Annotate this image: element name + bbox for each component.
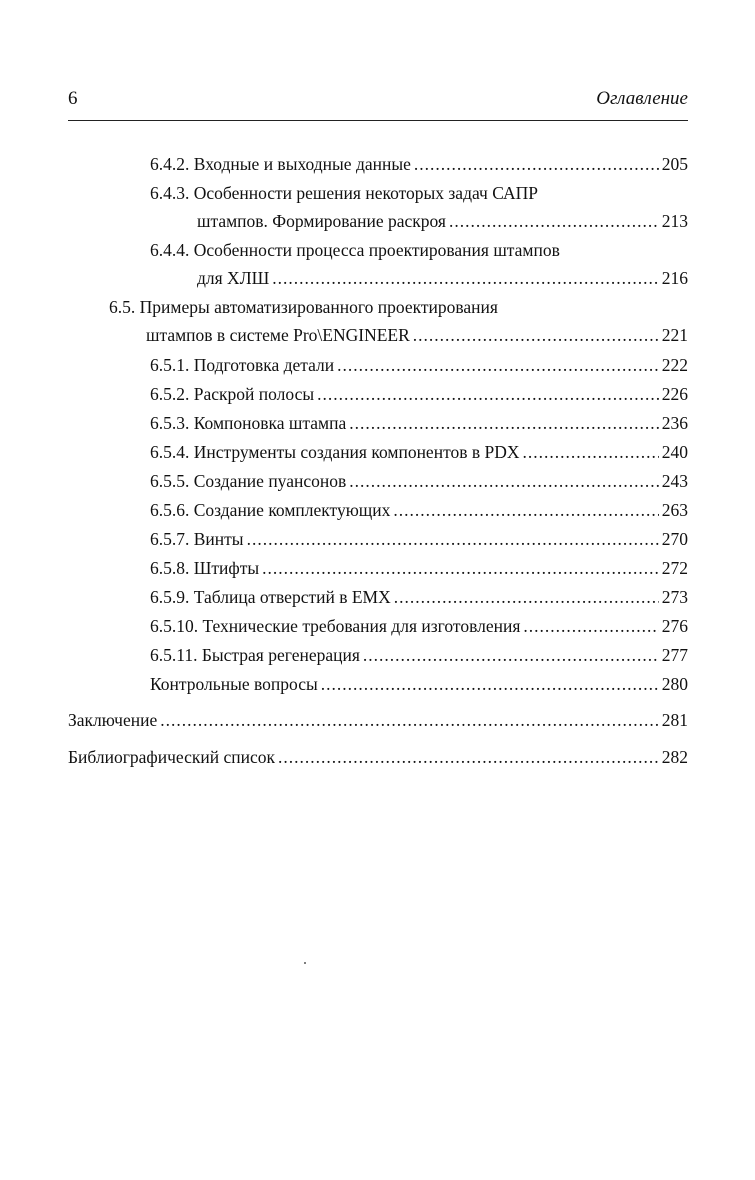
toc-entry-6-5-4[interactable]	[150, 438, 688, 466]
toc-page: 277	[661, 645, 688, 665]
running-title: Оглавление	[596, 88, 688, 109]
toc-number: 6.5.8.	[150, 558, 190, 578]
dot-leader	[523, 438, 659, 466]
toc-title: Технические требования для изготовления	[202, 616, 521, 636]
toc-number: 6.5.9.	[150, 587, 190, 607]
toc-title: Создание пуансонов	[193, 471, 347, 491]
toc-page: 222	[661, 355, 688, 375]
toc-title: Раскрой полосы	[193, 384, 315, 404]
dot-leader	[160, 706, 659, 734]
toc-title: Заключение	[68, 710, 158, 730]
toc-number: 6.5.1.	[150, 355, 190, 375]
dot-leader	[337, 351, 659, 379]
dot-leader	[272, 264, 659, 292]
dot-leader	[523, 612, 658, 640]
toc-entry-control-questions[interactable]	[150, 670, 688, 698]
toc-number: 6.5.5.	[150, 471, 190, 491]
toc-number: 6.4.4.	[150, 240, 190, 260]
toc-title: Инструменты создания компонентов в PDX	[193, 442, 520, 462]
toc-entry-6-4-3[interactable]	[150, 179, 688, 235]
toc-number: 6.5.11.	[150, 645, 198, 665]
dot-leader	[349, 409, 659, 437]
toc-entry-6-5[interactable]	[109, 293, 688, 349]
toc-entry-bibliography[interactable]	[68, 743, 688, 771]
toc-entry-6-5-7[interactable]	[150, 525, 688, 553]
toc-entry-6-4-2[interactable]	[150, 150, 688, 178]
dot-leader	[413, 321, 659, 349]
toc-entry-6-5-5[interactable]	[150, 467, 688, 495]
toc-entry-6-5-1[interactable]	[150, 351, 688, 379]
toc-number: 6.5.6.	[150, 500, 190, 520]
dot-leader	[317, 380, 659, 408]
toc-page: 243	[661, 471, 688, 491]
dot-leader	[321, 670, 659, 698]
toc-page: 221	[661, 325, 688, 345]
toc-number: 6.4.3.	[150, 183, 190, 203]
toc-entry-6-5-2[interactable]	[150, 380, 688, 408]
dot-leader	[363, 641, 659, 669]
toc-number: 6.5.10.	[150, 616, 199, 636]
toc-entry-6-5-9[interactable]	[150, 583, 688, 611]
toc-page: 273	[661, 587, 688, 607]
toc-entry-6-5-8[interactable]	[150, 554, 688, 582]
dot-leader	[394, 583, 659, 611]
toc-number: 6.5.2.	[150, 384, 190, 404]
toc-number: 6.5.4.	[150, 442, 190, 462]
page-number: 6	[68, 88, 78, 109]
dot-leader	[393, 496, 658, 524]
toc-title: Быстрая регенерация	[201, 645, 360, 665]
toc-entry-6-5-10[interactable]	[150, 612, 688, 640]
toc-title: Подготовка детали	[193, 355, 335, 375]
toc-title-line1: Примеры автоматизированного проектирования	[139, 297, 498, 317]
toc-page: 236	[661, 413, 688, 433]
toc-title-line2: для ХЛШ	[197, 268, 270, 288]
dot-leader	[449, 207, 659, 235]
toc-page: 272	[661, 558, 688, 578]
toc-title-line1: Особенности решения некоторых задач САПР	[193, 183, 539, 203]
toc-title: Библиографический список	[68, 747, 276, 767]
toc-number: 6.4.2.	[150, 154, 190, 174]
toc-title-line2: штампов. Формирование раскроя	[197, 211, 446, 231]
toc-page: 263	[661, 500, 688, 520]
toc-page: 276	[661, 616, 688, 636]
toc-title: Таблица отверстий в EMX	[193, 587, 391, 607]
toc-title: Контрольные вопросы	[150, 674, 318, 694]
dot-leader	[414, 150, 659, 178]
toc-page: 240	[661, 442, 688, 462]
toc-entry-6-5-6[interactable]	[150, 496, 688, 524]
toc-page: 205	[661, 154, 688, 174]
toc-entry-6-4-4[interactable]	[150, 236, 688, 292]
toc-title: Входные и выходные данные	[193, 154, 411, 174]
toc-page: 270	[661, 529, 688, 549]
dot-leader	[262, 554, 659, 582]
toc-page: 216	[661, 268, 688, 288]
dot-leader	[349, 467, 659, 495]
toc-entry-6-5-11[interactable]	[150, 641, 688, 669]
toc-title: Компоновка штампа	[193, 413, 347, 433]
toc-title-line1: Особенности процесса проектирования штампов	[193, 240, 560, 260]
header-rule	[68, 120, 688, 121]
toc-page: 281	[661, 710, 688, 730]
toc-number: 6.5.	[109, 297, 136, 317]
toc-number: 6.5.3.	[150, 413, 190, 433]
toc-title: Создание комплектующих	[193, 500, 391, 520]
toc-number: 6.5.7.	[150, 529, 190, 549]
dot-leader	[247, 525, 659, 553]
toc-page: 213	[661, 211, 688, 231]
toc-entry-conclusion[interactable]	[68, 706, 688, 734]
stray-dot-mark	[304, 962, 306, 964]
toc-title: Винты	[193, 529, 244, 549]
toc-title-line2: штампов в системе Pro\ENGINEER	[146, 325, 410, 345]
toc-entry-6-5-3[interactable]	[150, 409, 688, 437]
toc-page: 282	[661, 747, 688, 767]
toc-page: 280	[661, 674, 688, 694]
toc-title: Штифты	[193, 558, 260, 578]
toc-page: 226	[661, 384, 688, 404]
dot-leader	[278, 743, 659, 771]
